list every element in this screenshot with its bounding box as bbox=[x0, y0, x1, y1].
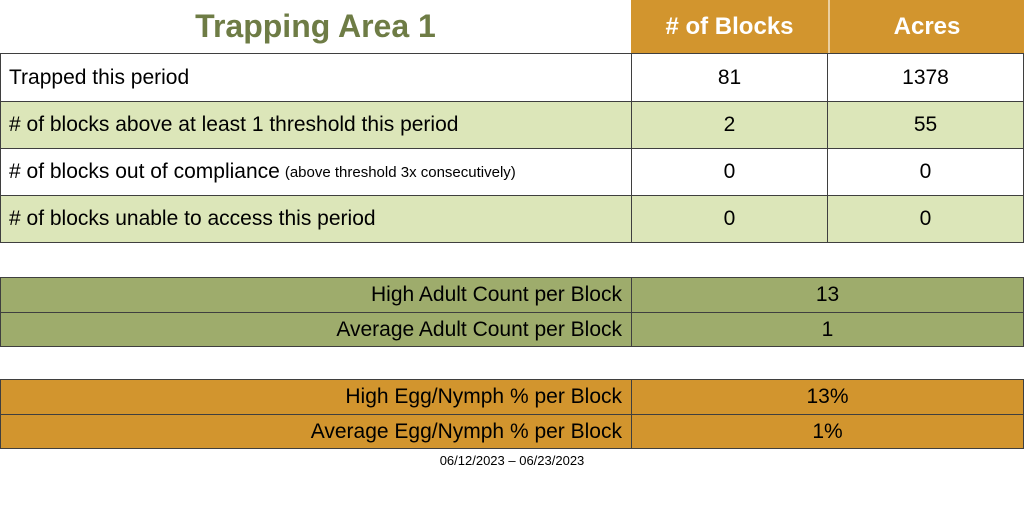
row-label-main: # of blocks out of compliance bbox=[9, 160, 280, 183]
summary-row-high-adult bbox=[1, 278, 1023, 312]
acres-value: 55 bbox=[827, 102, 1023, 148]
date-range: 06/12/2023 – 06/23/2023 bbox=[439, 453, 585, 468]
summary-label: Average Egg/Nymph % per Block bbox=[310, 419, 622, 443]
row-label: Trapped this period bbox=[9, 65, 190, 89]
summary-row-average-egg bbox=[1, 414, 1023, 448]
blocks-value: 2 bbox=[631, 102, 827, 148]
blocks-value: 0 bbox=[631, 149, 827, 195]
summary-value: 1 bbox=[631, 313, 1023, 346]
summary-label: High Egg/Nymph % per Block bbox=[345, 385, 622, 408]
column-header-blocks: # of Blocks bbox=[631, 0, 828, 53]
blocks-value: 81 bbox=[631, 54, 827, 101]
summary-value: 13% bbox=[631, 380, 1023, 414]
blocks-value: 0 bbox=[631, 196, 827, 242]
summary-value: 13 bbox=[631, 278, 1023, 312]
row-label: # of blocks unable to access this period bbox=[9, 207, 376, 230]
acres-value: 0 bbox=[827, 149, 1023, 195]
row-label bbox=[1, 149, 631, 195]
acres-value: 1378 bbox=[827, 54, 1023, 101]
summary-label: Average Adult Count per Block bbox=[336, 317, 622, 341]
page-title: Trapping Area 1 bbox=[0, 0, 631, 53]
summary-row-high-egg bbox=[1, 380, 1023, 414]
summary-value: 1% bbox=[631, 415, 1023, 448]
row-label: # of blocks above at least 1 threshold this period bbox=[9, 113, 459, 136]
column-header-acres: Acres bbox=[828, 0, 1024, 53]
acres-value: 0 bbox=[827, 196, 1023, 242]
table-row-trapped bbox=[1, 54, 1023, 101]
summary-row-average-adult bbox=[1, 312, 1023, 346]
header-row bbox=[0, 0, 1024, 53]
main-table bbox=[0, 53, 1024, 243]
table-row-unable-to-access bbox=[1, 195, 1023, 242]
row-label-note: (above threshold 3x consecutively) bbox=[284, 163, 516, 181]
egg-nymph-table bbox=[0, 379, 1024, 449]
adult-count-table bbox=[0, 277, 1024, 347]
table-row-out-of-compliance bbox=[1, 148, 1023, 195]
table-row-above-threshold bbox=[1, 101, 1023, 148]
summary-label: High Adult Count per Block bbox=[371, 283, 622, 306]
